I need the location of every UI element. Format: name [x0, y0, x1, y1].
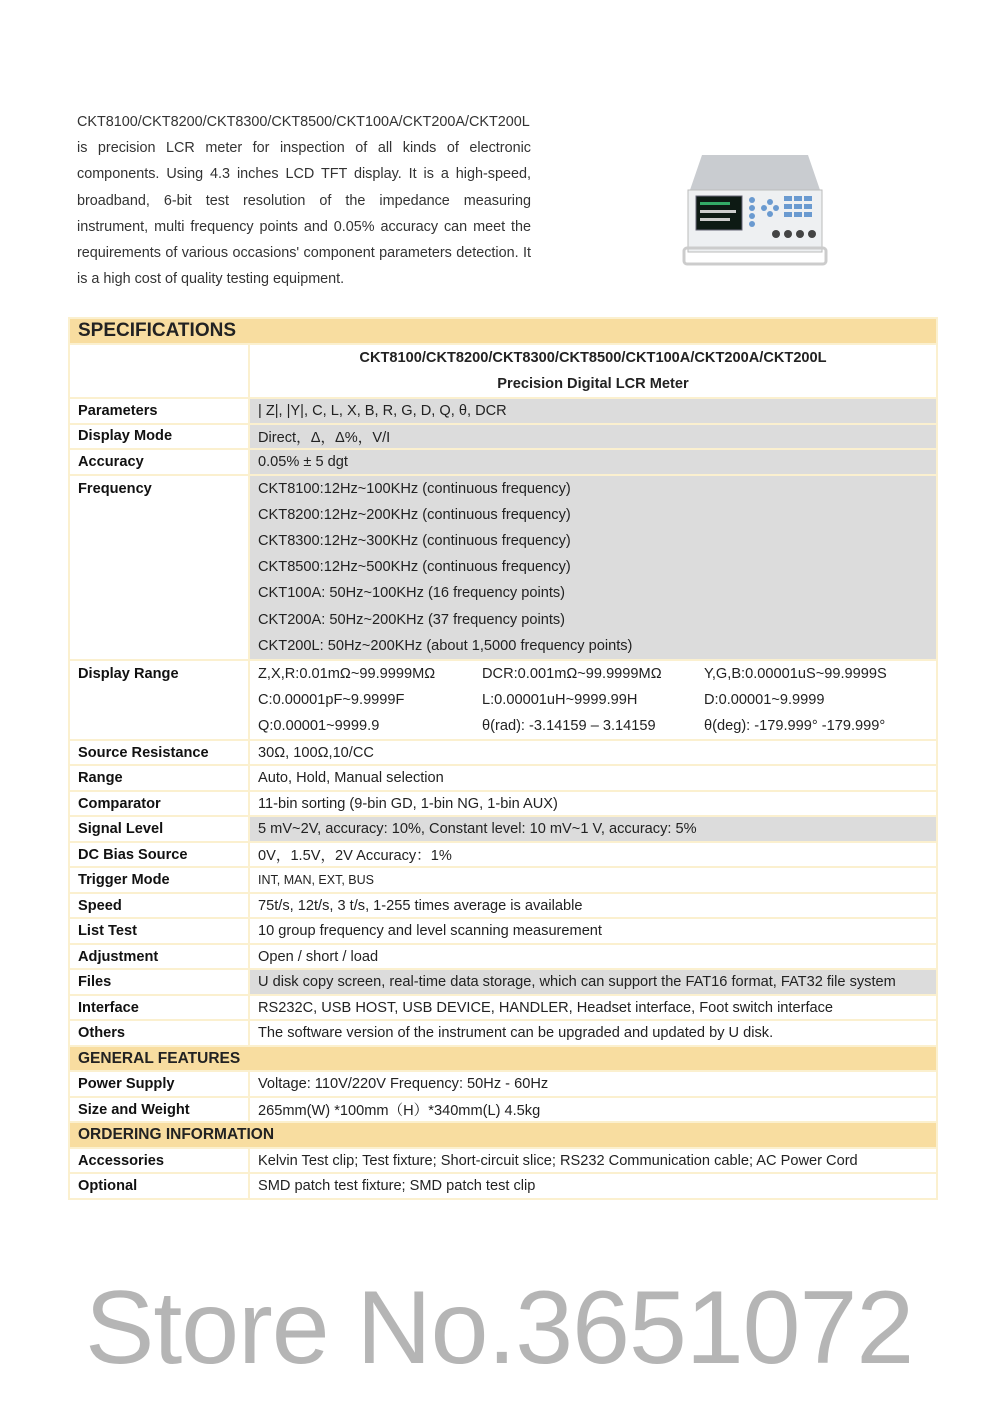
row-value: Kelvin Test clip; Test fixture; Short-circuit slice; RS232 Communication cable; AC Power Cord	[249, 1148, 937, 1174]
general-features-heading: GENERAL FEATURES	[69, 1046, 937, 1072]
frequency-item: CKT8300:12Hz~300KHz (continuous frequency)	[258, 532, 571, 549]
row-label: Others	[69, 1020, 249, 1046]
row-label: Signal Level	[69, 816, 249, 842]
row-value: 5 mV~2V, accuracy: 10%, Constant level: 10 mV~1 V, accuracy: 5%	[249, 816, 937, 842]
row-label: Interface	[69, 995, 249, 1021]
row-value: 0.05% ± 5 dgt	[249, 449, 937, 475]
row-label: Range	[69, 765, 249, 791]
row-label: Files	[69, 969, 249, 995]
range-item: L:0.00001uH~9999.99H	[482, 691, 638, 708]
row-label: Power Supply	[69, 1071, 249, 1097]
range-item: θ(deg): -179.999° -179.999°	[704, 717, 886, 734]
frequency-item: CKT8500:12Hz~500KHz (continuous frequency)	[258, 559, 571, 576]
range-item: D:0.00001~9.9999	[704, 691, 825, 708]
row-value: 10 group frequency and level scanning measurement	[249, 918, 937, 944]
row-label: Display Range	[69, 660, 249, 740]
row-value: 30Ω, 100Ω,10/CC	[249, 740, 937, 766]
display-range-grid	[249, 660, 937, 740]
row-label: Source Resistance	[69, 740, 249, 766]
row-label: Speed	[69, 893, 249, 919]
frequency-item: CKT8100:12Hz~100KHz (continuous frequency)	[258, 480, 571, 497]
ordering-information-heading: ORDERING INFORMATION	[69, 1122, 937, 1148]
product-name: Precision Digital LCR Meter	[497, 376, 689, 392]
row-label: Frequency	[69, 475, 249, 660]
row-value: Direct，Δ，Δ%，V/I	[249, 424, 937, 450]
row-label: Display Mode	[69, 424, 249, 450]
row-label: Trigger Mode	[69, 867, 249, 893]
row-value: | Z|, |Y|, C, L, X, B, R, G, D, Q, θ, DCR	[249, 398, 937, 424]
row-label: Optional	[69, 1173, 249, 1199]
row-value: Open / short / load	[249, 944, 937, 970]
row-label: DC Bias Source	[69, 842, 249, 868]
range-item: Y,G,B:0.00001uS~99.9999S	[704, 665, 887, 682]
intro-paragraph: CKT8100/CKT8200/CKT8300/CKT8500/CKT100A/CKT200A/CKT200L is precision LCR meter for inspection of all kinds of electronic components. Using 4.3 inches LCD TFT display. It is a high-speed, broadband, 6-bit test resolution of the impedance measuring instrument, multi frequency points and 0.05% accuracy can meet the requirements of various occasions' component parameters detection. It is a high cost of quality testing equipment.	[77, 114, 531, 288]
row-label: Size and Weight	[69, 1097, 249, 1123]
row-value: RS232C, USB HOST, USB DEVICE, HANDLER, Headset interface, Foot switch interface	[249, 995, 937, 1021]
frequency-list	[249, 475, 937, 660]
row-value: The software version of the instrument can be upgraded and updated by U disk.	[249, 1020, 937, 1046]
row-value: INT, MAN, EXT, BUS	[249, 867, 937, 893]
row-label: List Test	[69, 918, 249, 944]
row-label: Accessories	[69, 1148, 249, 1174]
range-item: C:0.00001pF~9.9999F	[258, 691, 405, 708]
row-label: Parameters	[69, 398, 249, 424]
row-value: 265mm(W) *100mm（H）*340mm(L) 4.5kg	[249, 1097, 937, 1123]
row-value: 11-bin sorting (9-bin GD, 1-bin NG, 1-bin AUX)	[249, 791, 937, 817]
row-value: 0V，1.5V，2V Accuracy：1%	[249, 842, 937, 868]
range-item: Q:0.00001~9999.9	[258, 717, 380, 734]
model-header	[249, 344, 937, 398]
row-label: Accuracy	[69, 449, 249, 475]
frequency-item: CKT100A: 50Hz~100KHz (16 frequency points)	[258, 585, 566, 602]
row-value: SMD patch test fixture; SMD patch test clip	[249, 1173, 937, 1199]
frequency-item: CKT200A: 50Hz~200KHz (37 frequency points)	[258, 611, 566, 628]
range-item: Z,X,R:0.01mΩ~99.9999MΩ	[258, 665, 436, 682]
frequency-item: CKT8200:12Hz~200KHz (continuous frequency)	[258, 506, 571, 523]
lcr-meter-product-image	[680, 150, 830, 268]
row-value: Voltage: 110V/220V Frequency: 50Hz - 60Hz	[249, 1071, 937, 1097]
row-value: U disk copy screen, real-time data storage, which can support the FAT16 format, FAT32 file system	[249, 969, 937, 995]
row-label: Comparator	[69, 791, 249, 817]
row-label: Adjustment	[69, 944, 249, 970]
range-item: θ(rad): -3.14159 – 3.14159	[482, 717, 656, 734]
specifications-table	[68, 317, 938, 1200]
row-value: Auto, Hold, Manual selection	[249, 765, 937, 791]
frequency-item: CKT200L: 50Hz~200KHz (about 1,5000 frequency points)	[258, 637, 633, 654]
row-value: 75t/s, 12t/s, 3 t/s, 1-255 times average is available	[249, 893, 937, 919]
model-line: CKT8100/CKT8200/CKT8300/CKT8500/CKT100A/CKT200A/CKT200L	[359, 350, 827, 366]
specifications-heading: SPECIFICATIONS	[69, 318, 937, 344]
range-item: DCR:0.001mΩ~99.9999MΩ	[482, 665, 662, 682]
store-watermark: Store No.3651072	[85, 1270, 914, 1386]
